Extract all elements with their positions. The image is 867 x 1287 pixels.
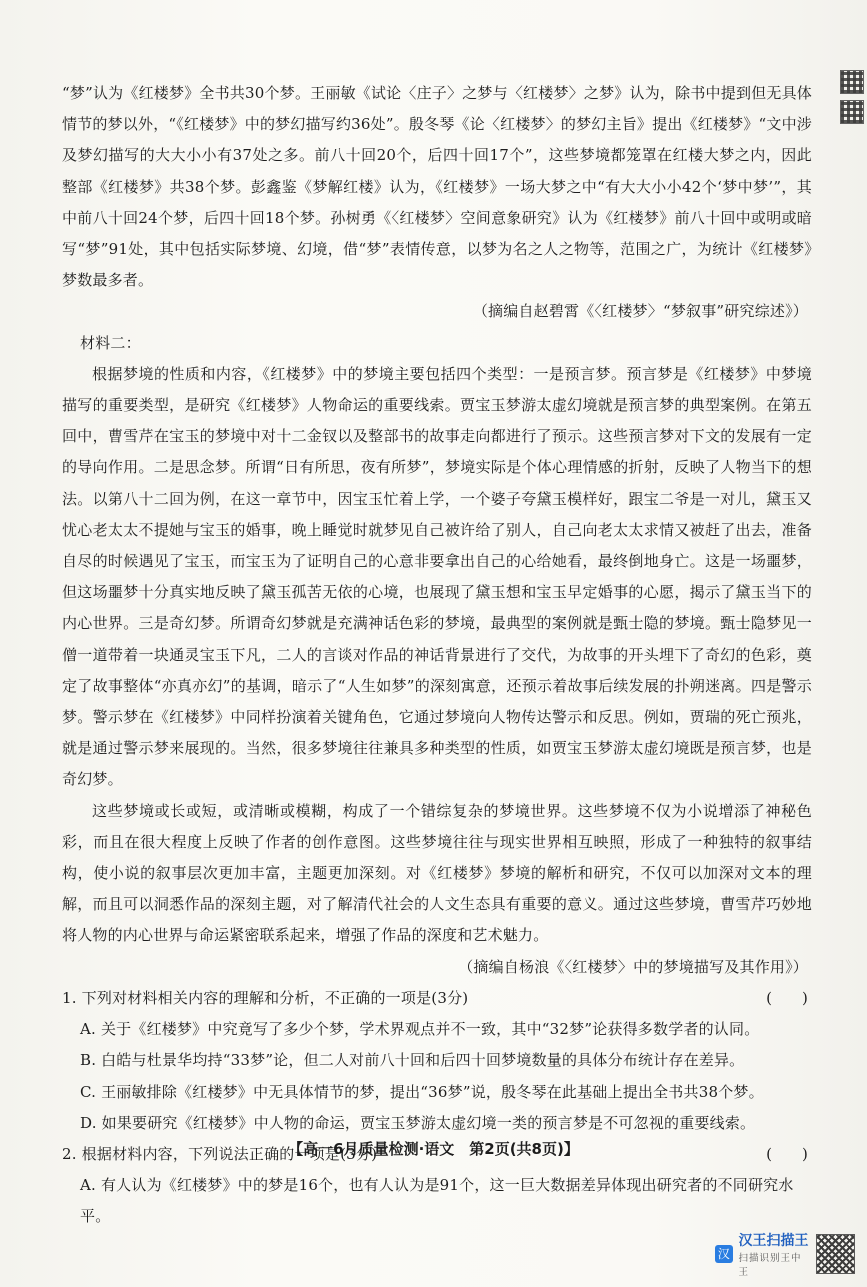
scan-logo-icon: 汉 (715, 1245, 733, 1263)
qr-code-icon (840, 100, 864, 124)
watermark-text (739, 1230, 811, 1278)
question-1-option-d: D. 如果要研究《红楼梦》中人物的命运，贾宝玉梦游太虚幻境一类的预言梦是不可忽视的重要线索。 (80, 1113, 756, 1132)
side-qr-codes (837, 70, 867, 140)
watermark-subtitle: 扫描识别王中王 (738, 1253, 802, 1278)
qr-code-icon (840, 70, 864, 94)
question-1-option-a: A. 关于《红楼梦》中究竟写了多少个梦，学术界观点并不一致，其中“32梦”论获得多数学者的认同。 (80, 1020, 760, 1039)
qr-code-icon (816, 1234, 855, 1274)
question-1-option-b: B. 白皓与杜景华均持“33梦”论，但二人对前八十回和后四十回梦境数量的具体分布统计存在差异。 (80, 1051, 745, 1070)
question-2-option-a: A. 有人认为《红楼梦》中的梦是16个，也有人认为是91个，这一巨大数据差异体现出研究者的不同研究水平。 (80, 1176, 794, 1226)
question-1-option-c: C. 王丽敏排除《红楼梦》中无具体情节的梦，提出“36梦”说，殷冬琴在此基础上提出全书共38个梦。 (80, 1082, 764, 1101)
watermark-title: 汉王扫描王 (738, 1233, 809, 1249)
question-2-stem: 2. 根据材料内容，下列说法正确的一项是(3分) (62, 1144, 378, 1163)
answer-bracket[interactable]: ( ) (766, 988, 808, 1007)
material-2-heading: 材料二： (80, 333, 141, 352)
source-citation-2: （摘编自杨浪《〈红楼梦〉中的梦境描写及其作用》） (458, 957, 808, 976)
material-2-paragraph-2: 这些梦境或长或短，或清晰或模糊，构成了一个错综复杂的梦境世界。这些梦境不仅为小说增添了神秘色彩，而且在很大程度上反映了作者的创作意图。这些梦境往往与现实世界相互映照，形成了一种独特的叙事结构，使小说的叙事层次更加丰富，主题更加深刻。对《红楼梦》梦境的解析和研究，不仅可以加深对文本的理解，而且可以洞悉作品的深刻主题，对了解清代社会的人文生态具有重要的意义。通过这些梦境，曹雪芹巧妙地将人物的内心世界与命运紧密联系起来，增强了作品的深度和艺术魅力。 (62, 801, 812, 945)
material-2-paragraph-1: 根据梦境的性质和内容，《红楼梦》中的梦境主要包括四个类型：一是预言梦。预言梦是《红楼梦》中梦境描写的重要类型，是研究《红楼梦》人物命运的重要线索。贾宝玉梦游太虚幻境就是预言梦的典型案例。在第五回中，曹雪芹在宝玉的梦境中对十二金钗以及整部书的故事走向都进行了预示。这些预言梦对下文的发展有一定的导向作用。二是思念梦。所谓“日有所思，夜有所梦”，梦境实际是个体心理情感的折射，反映了人物当下的想法。以第八十二回为例，在这一章节中，因宝玉忙着上学，一个婆子夸黛玉模样好，跟宝二爷是一对儿，黛玉又忧心老太太不提她与宝玉的婚事，晚上睡觉时就梦见自己被许给了别人，自己向老太太求情又被赶了出去，准备自尽的时候遇见了宝玉，而宝玉为了证明自己的心意非要拿出自己的心给她看，最终倒地身亡。这是一场噩梦，但这场噩梦十分真实地反映了黛玉孤苦无依的心境，也展现了黛玉想和宝玉早定婚事的心愿，揭示了黛玉当下的内心世界。三是奇幻梦。所谓奇幻梦就是充满神话色彩的梦境，最典型的案例就是甄士隐的梦境。甄士隐梦见一僧一道带着一块通灵宝玉下凡，二人的言谈对作品的神话背景进行了交代，为故事的开头埋下了奇幻的色彩，奠定了故事整体“亦真亦幻”的基调，暗示了“人生如梦”的深刻寓意，还预示着故事后续发展的扑朔迷离。四是警示梦。警示梦在《红楼梦》中同样扮演着关键角色，它通过梦境向人物传达警示和反思。例如，贾瑞的死亡预兆，就是通过警示梦来展现的。当然，很多梦境往往兼具多种类型的性质，如贾宝玉梦游太虚幻境既是预言梦，也是奇幻梦。 (62, 364, 812, 789)
material-1-tail-paragraph: “梦”认为《红楼梦》全书共30个梦。王丽敏《试论〈庄子〉之梦与〈红楼梦〉之梦》认为，除书中提到但无具体情节的梦以外，“《红楼梦》中的梦幻描写约36处”。殷冬琴《论〈红楼梦〉的梦幻主旨》提出《红楼梦》“文中涉及梦幻描写的大大小小有37处之多。前八十回20个，后四十回17个”，这些梦境都笼罩在红楼大梦之内，因此整部《红楼梦》共38个梦。彭鑫鉴《梦解红楼》认为，《红楼梦》一场大梦之中“有大大小小42个‘梦中梦’”，其中前八十回24个梦，后四十回18个梦。孙树勇《〈红楼梦〉空间意象研究》认为《红楼梦》前八十回中或明或暗写“梦”91处，其中包括实际梦境、幻境，借“梦”表情传意，以梦为名之人之物等，范围之广，为统计《红楼梦》梦数最多者。 (62, 84, 812, 290)
page-footer: 【高一6月质量检测·语文 第2页(共8页)】 (288, 1140, 579, 1158)
exam-content (62, 78, 812, 1233)
question-1 (62, 983, 812, 1014)
answer-bracket[interactable]: ( ) (766, 1144, 808, 1163)
scanner-watermark (715, 1231, 855, 1277)
source-citation-1: （摘编自赵碧霄《〈红楼梦〉“梦叙事”研究综述》） (472, 302, 808, 321)
question-1-stem: 1. 下列对材料相关内容的理解和分析，不正确的一项是(3分) (62, 988, 469, 1007)
